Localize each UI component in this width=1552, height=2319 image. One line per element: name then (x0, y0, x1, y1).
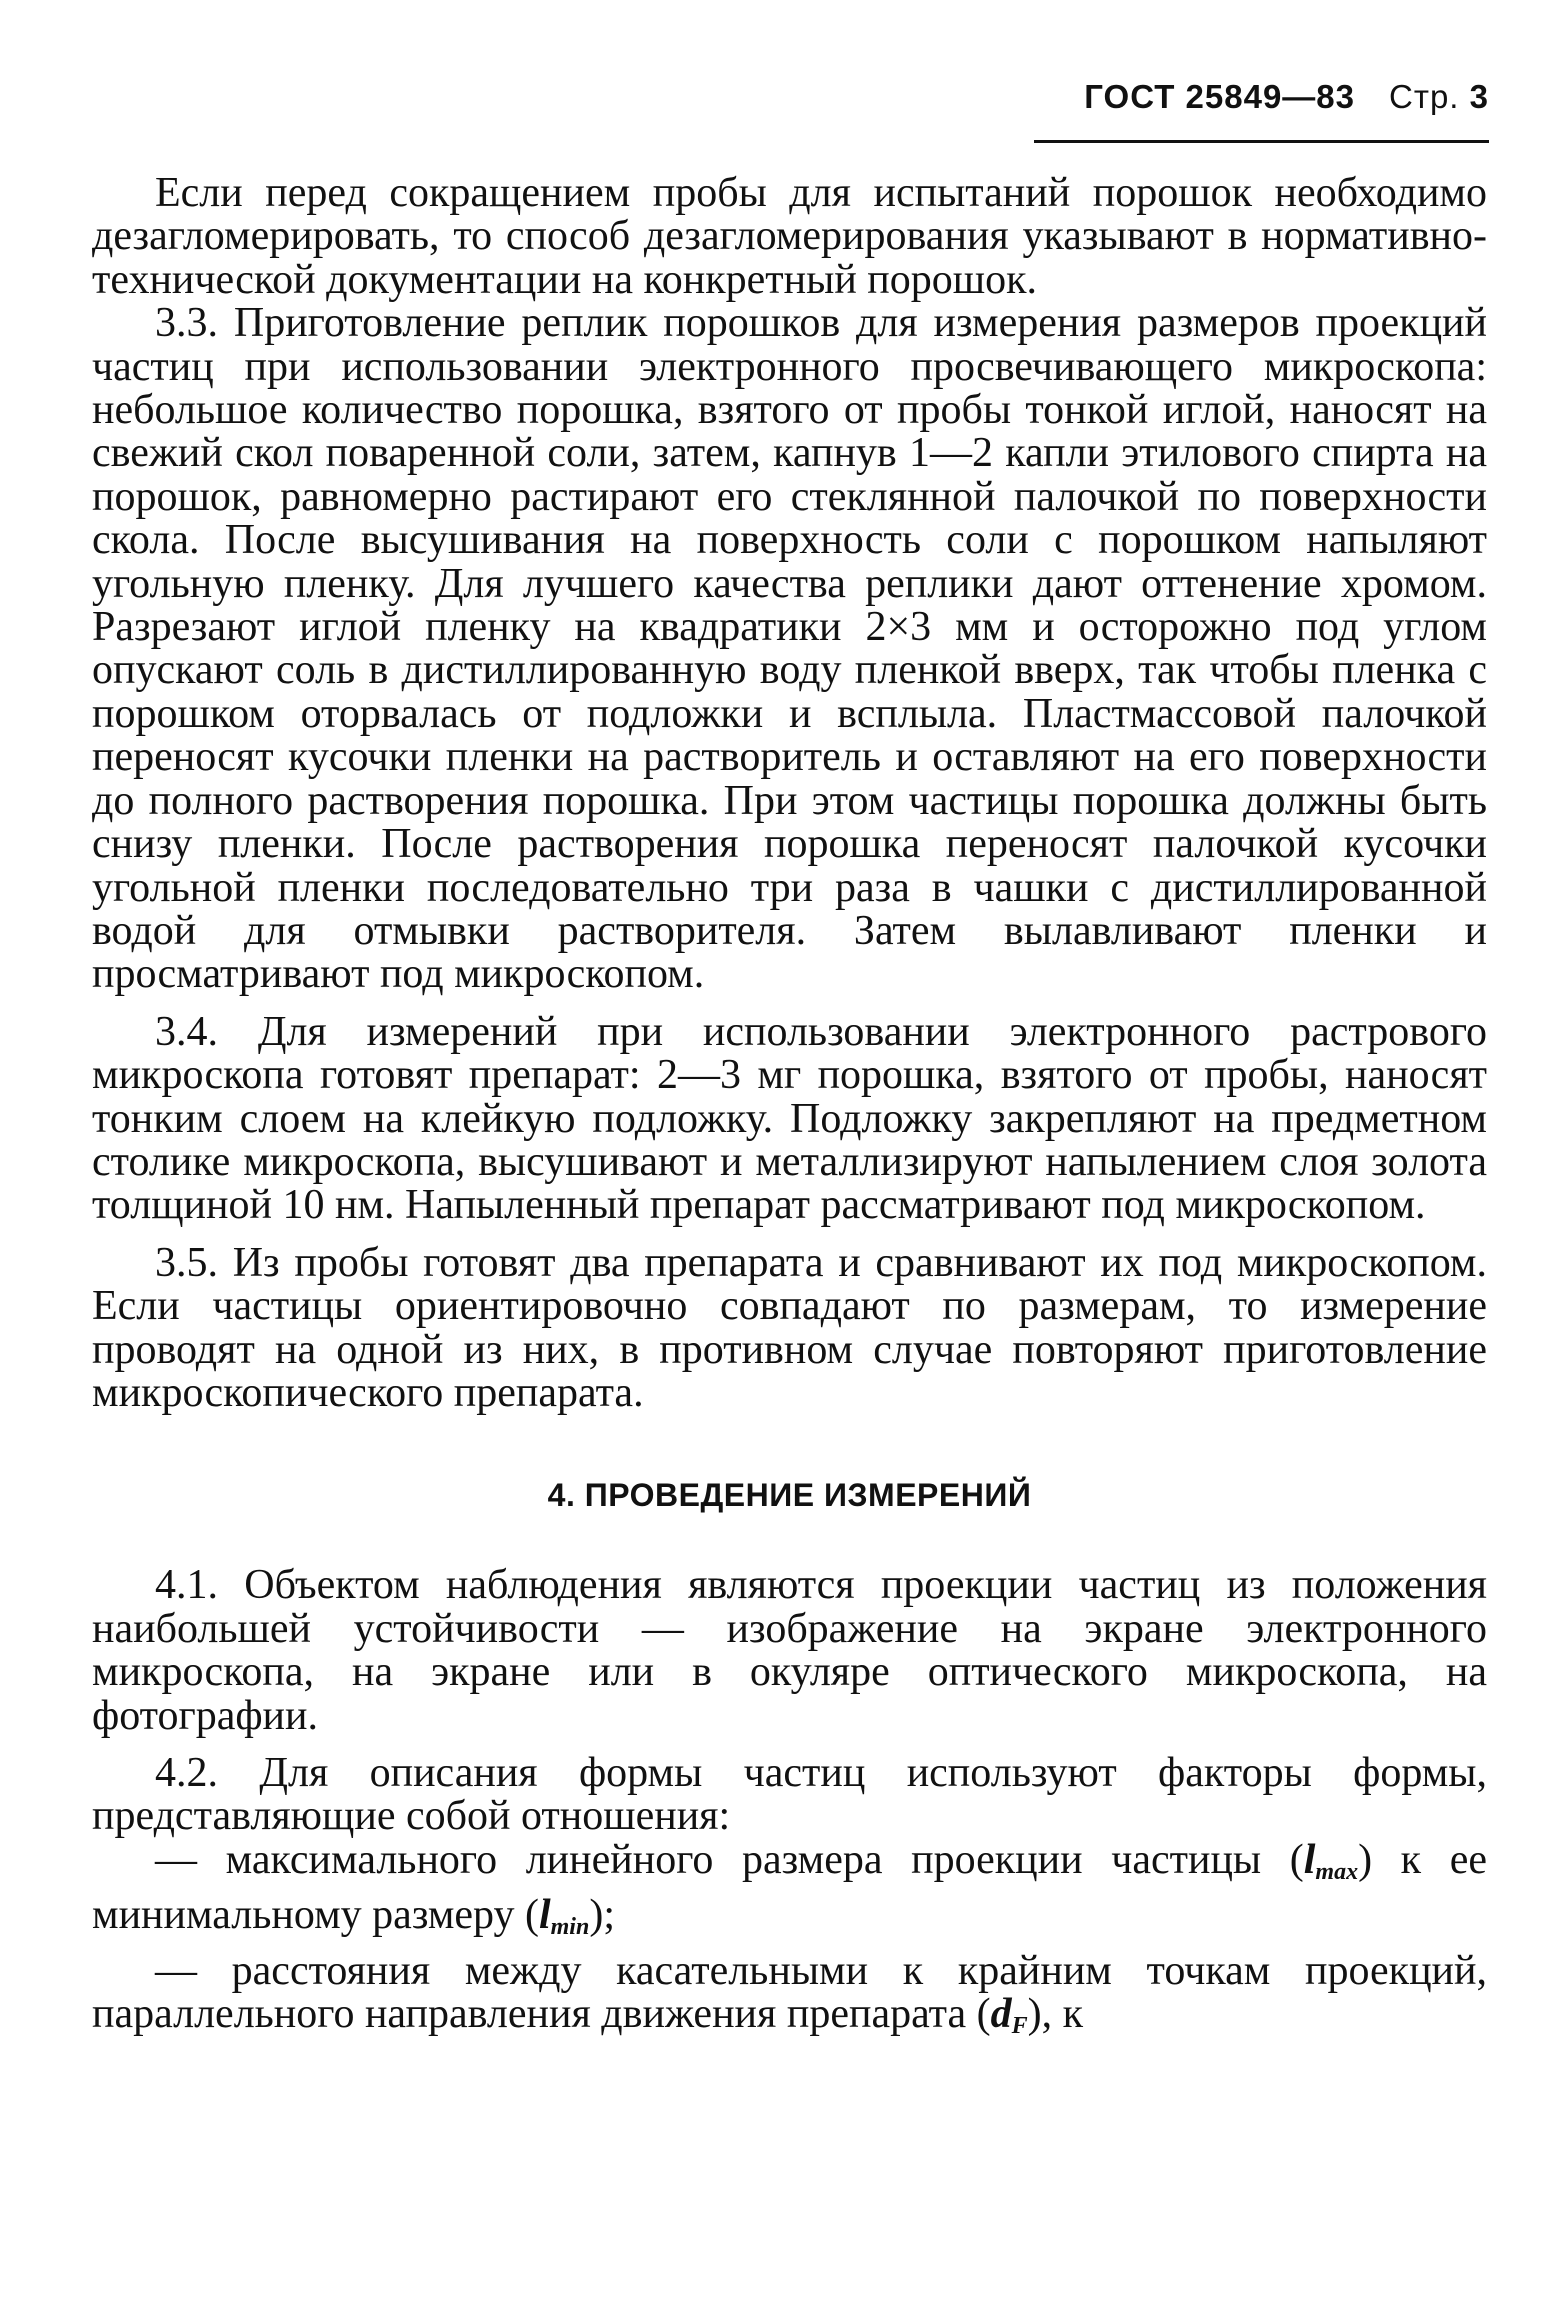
item1-text-c: ); (589, 1892, 615, 1939)
paragraph-3-3: 3.3. Приготовление реплик порошков для измерения размеров проекций частиц при использовании электронного просвечивающего микроскопа: небольшое количество порошка, взятого от пробы тонкой иглой, наносят на свежий скол поваренной соли, затем, капнув 1—2 капли этилового спирта на порошок, равномерно растирают его стеклянной палочкой по поверхности скола. После высушивания на поверхность соли с порошком напыляют угольную пленку. Для лучшего качества реплики дают оттенение хромом. Разрезают иглой пленку на квадратики 2×3 мм и осторожно под углом опускают соль в дистиллированную воду пленкой вверх, так чтобы пленка с порошком оторвалась от подложки и всплыла. Пластмассовой палочкой переносят кусочки пленки на растворитель и оставляют на его поверхности до полного растворения порошка. При этом частицы порошка должны быть снизу пленки. После растворения порошка переносят палочкой кусочки угольной пленки последовательно три раза в чашки с дистиллированной водой для отмывки растворителя. Затем вылавливают пленки и просматривают под микроскопом. (92, 300, 1487, 998)
page-prefix: Стр. (1389, 78, 1460, 115)
item2-text-a: — расстояния между касательными к крайним точкам проекций, параллельного направления движения препарата ( (92, 1947, 1487, 2038)
paragraph-4-1: 4.1. Объектом наблюдения являются проекции частиц из положения наибольшей устойчивости — изображение на экране электронного микроскопа, на экране или в окуляре оптического микроскопа, на фотографии. (92, 1562, 1487, 1739)
symbol-l-min: $l_{min}$ (538, 1892, 590, 1941)
item1-text-a: — максимального линейного размера проекции частицы ( (155, 1836, 1304, 1883)
list-item-ratio-df (92, 1947, 1487, 2049)
page-header (1034, 78, 1489, 143)
symbol-d-f: $d_F$ (990, 1991, 1028, 2040)
page-number: 3 (1469, 78, 1489, 115)
document-body (92, 172, 1487, 2048)
paragraph-4-2: 4.2. Для описания формы частиц используют факторы формы, представляющие собой отношения: (92, 1750, 1487, 1840)
symbol-l-max: $l_{max}$ (1303, 1836, 1359, 1885)
paragraph-3-4: 3.4. Для измерений при использовании электронного растрового микроскопа готовят препарат: 2—3 мг порошка, взятого от пробы, наносят тонким слоем на клейкую подложку. Подложку закрепляют на предметном столике микроскопа, высушивают и металлизируют напылением слоя золота толщиной 10 нм. Напыленный препарат рассматривают под микроскопом. (92, 1008, 1487, 1229)
item1-text-b: ) к ее минимальному размеру ( (92, 1836, 1487, 1939)
standard-number: ГОСТ 25849—83 (1084, 78, 1355, 115)
list-item-ratio-lmax-lmin (92, 1836, 1487, 1950)
paragraph-3-5: 3.5. Из пробы готовят два препарата и сравнивают их под микроскопом. Если частицы ориентировочно совпадают по размерам, то измерение проводят на одной из них, в противном случае повторяют приготовление микроскопического препарата. (92, 1239, 1487, 1416)
section-heading-4: 4. ПРОВЕДЕНИЕ ИЗМЕРЕНИЙ (547, 1477, 1032, 1514)
item2-text-b: ), к (1027, 1991, 1084, 2038)
page-label (1389, 78, 1489, 115)
paragraph-deagglomeration: Если перед сокращением пробы для испытаний порошок необходимо дезагломерировать, то способ дезагломерирования указывают в нормативно-технической документации на конкретный порошок. (92, 170, 1487, 303)
